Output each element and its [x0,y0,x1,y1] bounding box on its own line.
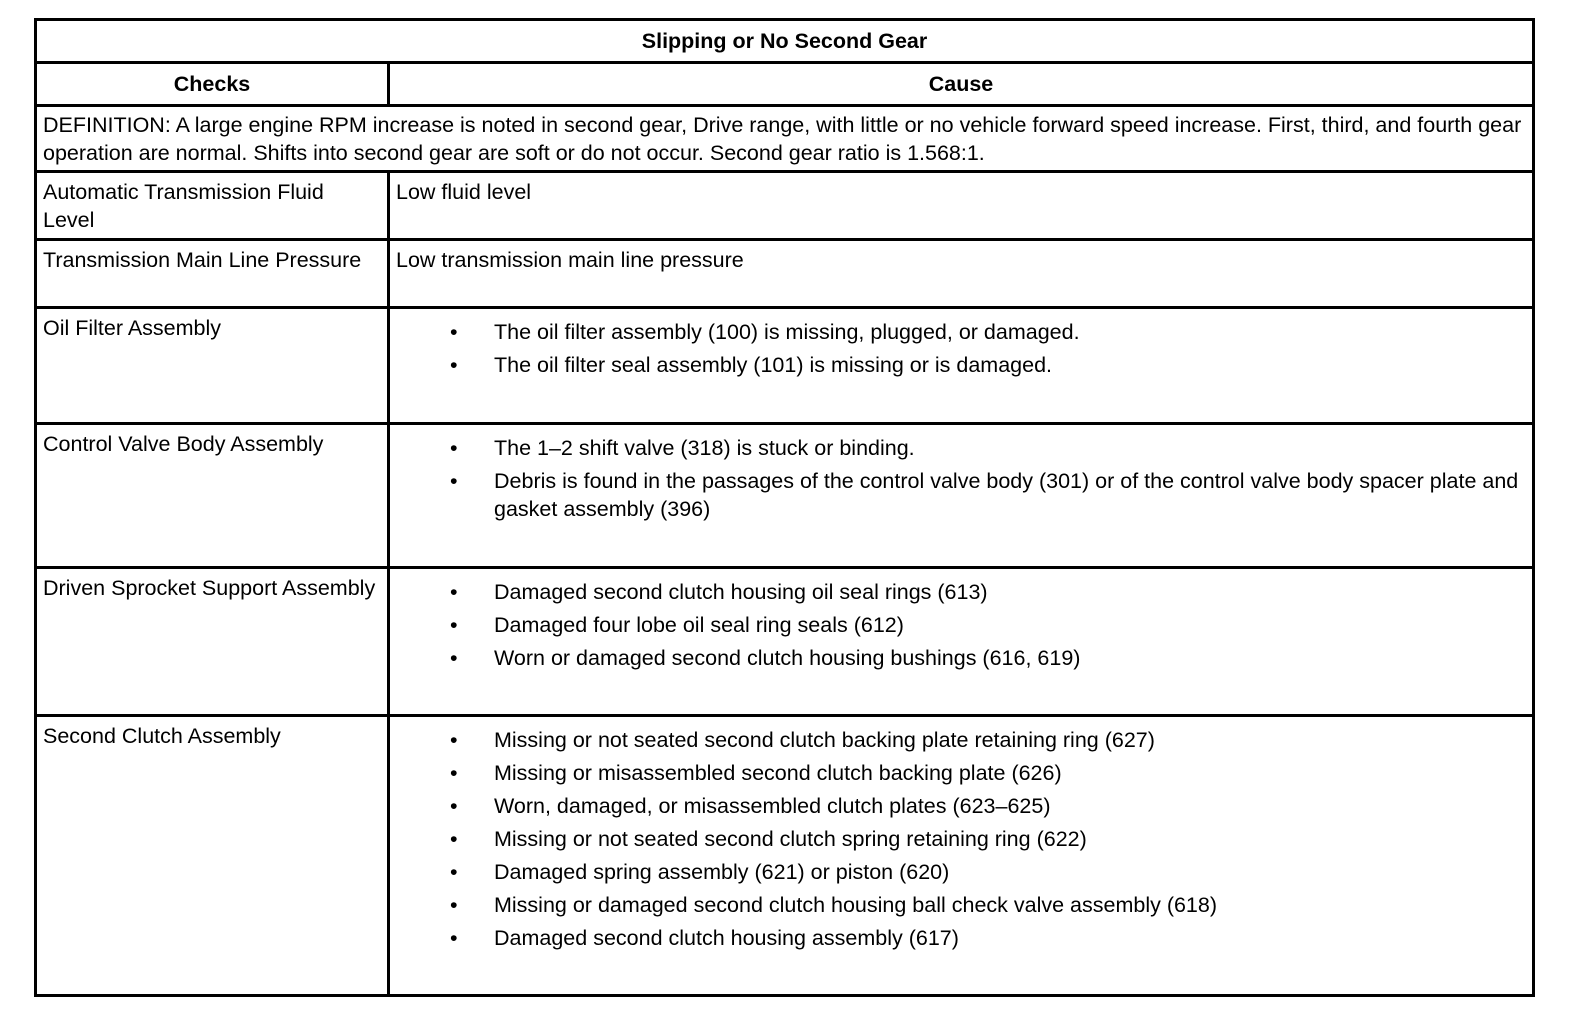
cause-item-text: Damaged second clutch housing assembly (617) [494,926,959,950]
cause-cell [389,716,1534,996]
cause-list-item [396,434,1526,462]
definition-text: DEFINITION: A large engine RPM increase is noted in second gear, Drive range, with little or no vehicle forward speed increase. First, third, and fourth gear operation are normal. Shifts into second gear are soft or do not occur. Second gear ratio is 1.568:1. [36,106,1534,172]
definition-row [36,106,1534,172]
table-title: Slipping or No Second Gear [36,20,1534,63]
cause-list-item [396,924,1526,952]
cause-list-item [396,351,1526,379]
cause-list [396,434,1526,523]
cause-item-text: The oil filter seal assembly (101) is missing or is damaged. [494,353,1053,377]
cause-list-item [396,611,1526,639]
bullet-icon: • [450,646,458,670]
cause-list-item [396,792,1526,820]
check-cell: Transmission Main Line Pressure [36,240,389,308]
cause-list-item [396,891,1526,919]
cause-list-item [396,644,1526,672]
check-cell: Automatic Transmission Fluid Level [36,172,389,240]
cause-item-text: Worn, damaged, or misassembled clutch plates (623–625) [494,794,1051,818]
cause-cell: Low fluid level [389,172,1534,240]
cause-item-text: The 1–2 shift valve (318) is stuck or binding. [494,436,915,460]
cause-cell [389,568,1534,716]
cause-list-item [396,318,1526,346]
cause-item-text: Worn or damaged second clutch housing bushings (616, 619) [494,646,1081,670]
cause-item-text: Damaged spring assembly (621) or piston (620) [494,860,950,884]
table-row [36,240,1534,308]
cause-cell [389,424,1534,568]
bullet-icon: • [450,827,458,851]
table-row [36,308,1534,424]
table-row [36,424,1534,568]
bullet-icon: • [450,580,458,604]
cause-item-text: Damaged four lobe oil seal ring seals (612) [494,613,904,637]
bullet-icon: • [450,794,458,818]
cause-item-text: Missing or misassembled second clutch backing plate (626) [494,761,1062,785]
cause-list-item [396,467,1526,523]
bullet-icon: • [450,860,458,884]
cause-list-item [396,858,1526,886]
cause-item-text: Debris is found in the passages of the control valve body (301) or of the control valve body spacer plate and gasket assembly (396) [494,469,1519,521]
diagnostic-table [34,18,1535,997]
cause-item-text: The oil filter assembly (100) is missing, plugged, or damaged. [494,320,1080,344]
cause-list-item [396,726,1526,754]
cause-list [396,578,1526,672]
checks-header: Checks [36,63,389,106]
cause-item-text: Missing or not seated second clutch backing plate retaining ring (627) [494,728,1155,752]
cause-item-text: Missing or not seated second clutch spring retaining ring (622) [494,827,1087,851]
cause-list-item [396,759,1526,787]
table-row [36,716,1534,996]
cause-cell: Low transmission main line pressure [389,240,1534,308]
check-cell: Oil Filter Assembly [36,308,389,424]
cause-list-item [396,825,1526,853]
bullet-icon: • [450,761,458,785]
check-cell: Driven Sprocket Support Assembly [36,568,389,716]
check-cell: Control Valve Body Assembly [36,424,389,568]
bullet-icon: • [450,893,458,917]
cause-list [396,726,1526,952]
cause-header: Cause [389,63,1534,106]
bullet-icon: • [450,613,458,637]
header-row [36,63,1534,106]
table-row [36,568,1534,716]
bullet-icon: • [450,436,458,460]
cause-item-text: Missing or damaged second clutch housing ball check valve assembly (618) [494,893,1218,917]
bullet-icon: • [450,926,458,950]
cause-list [396,318,1526,379]
title-row [36,20,1534,63]
bullet-icon: • [450,469,458,493]
bullet-icon: • [450,728,458,752]
check-cell: Second Clutch Assembly [36,716,389,996]
bullet-icon: • [450,320,458,344]
cause-item-text: Damaged second clutch housing oil seal rings (613) [494,580,988,604]
bullet-icon: • [450,353,458,377]
cause-list-item [396,578,1526,606]
table-row [36,172,1534,240]
cause-cell [389,308,1534,424]
